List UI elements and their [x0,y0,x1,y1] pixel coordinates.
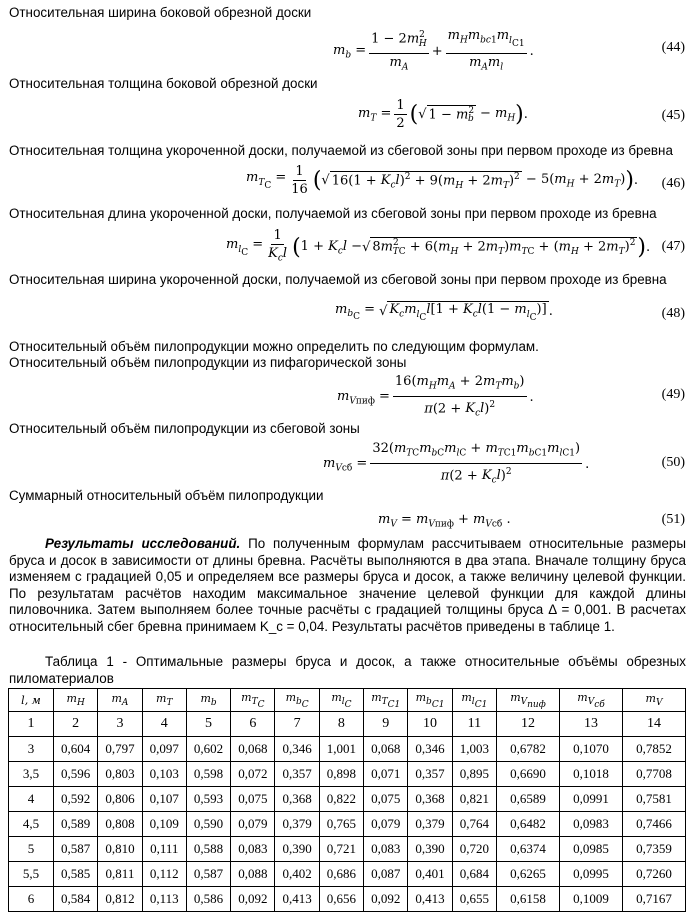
table-cell: 1,001 [319,737,363,762]
table-cell: 0,821 [452,787,496,812]
label-eq44: Относительная ширина боковой обрезной доски [9,5,312,20]
table-cell: 0,103 [142,762,186,787]
table-cell: 0,6690 [497,762,560,787]
table-cell: 0,604 [54,737,98,762]
table-cell: 4 [9,787,54,812]
table-cell: 0,083 [364,837,408,862]
col-header: $m_b$ [186,689,230,712]
eq-number-44: (44) [661,40,685,55]
table-cell: 0,1018 [560,762,623,787]
eq-number-51: (51) [661,512,685,527]
col-header: $m_{V_{сб}}$ [560,689,623,712]
table-cell: 0,071 [364,762,408,787]
table-cell: 0,0983 [560,812,623,837]
results-body: По полученным формулам рассчитываем относительные размеры бруса и досок в зависимости от длины бревна. Расчёты выполняются в два этапа. Вначале толщину бруса изменяем с градацией 0,05 и определяем все размеры бруса и досок, а также величину целевой функции. По результатам расчётов находим максимальное значение целевой функции для каждой длины пиловочника. Затем выполняем более точные расчёты с градацией толщины бруса Δ = 0,001. В расчетах относительный сбег бревна принимаем K_c = 0,04. Результаты расчётов приведены в таблице 1. [9,536,686,634]
table-cell: 0,593 [186,787,230,812]
table-cell: 0,584 [54,887,98,912]
eq-number-45: (45) [661,108,685,123]
table-column-numbers-row: 1 2 3 4 5 6 7 8 9 10 11 12 13 14 [9,712,686,737]
table-cell: 0,401 [408,862,452,887]
table-cell: 0,390 [408,837,452,862]
table-cell: 0,402 [275,862,319,887]
table-cell: 0,812 [98,887,142,912]
formula-50: $m_{Vсб}$ = $\frac{32(m_{TC}m_{bC}m_{lC} + m_{TC1}m_{bC1}m_{lC1})}{\pi(2 + K_cl)^2}$ . [323,441,590,486]
table-cell: 0,7359 [623,837,686,862]
table-cell: 0,109 [142,812,186,837]
table-cell: 0,806 [98,787,142,812]
table-cell: 4,5 [9,812,54,837]
table-cell: 0,822 [319,787,363,812]
table-cell: 0,7708 [623,762,686,787]
table-cell: 0,346 [275,737,319,762]
table-cell: 0,111 [142,837,186,862]
table-row [9,887,686,912]
table-cell: 0,589 [54,812,98,837]
table-cell: 5,5 [9,862,54,887]
table-cell: 0,097 [142,737,186,762]
formula-46: $m_{T_C}$ = $\frac{1}{16}$ ( √ $16(1 + K_cl)^2 + 9(m_H + 2m_T)^2$ − $5(m_H + 2m_T)$ ) . [246,164,639,197]
table-row [9,812,686,837]
table-cell: 0,7167 [623,887,686,912]
table-cell: 0,079 [231,812,275,837]
table-cell: 0,684 [452,862,496,887]
table-cell: 0,7852 [623,737,686,762]
table-cell: 0,390 [275,837,319,862]
table-cell: 1,003 [452,737,496,762]
table-cell: 0,379 [275,812,319,837]
table-body [9,737,686,912]
table-cell: 0,346 [408,737,452,762]
table-cell: 0,068 [231,737,275,762]
table-cell: 0,587 [54,837,98,862]
formula-51: $m_V = m_{Vпиф} + m_{Vсб}$ . [378,512,511,530]
label-eq50: Относительный объём пилопродукции из сбеговой зоны [9,421,360,436]
table-cell: 0,6782 [497,737,560,762]
table-cell: 0,585 [54,862,98,887]
col-header: $m_{b_C}$ [275,689,319,712]
table-cell: 0,6158 [497,887,560,912]
formula-47: $m_{l_C}$ = $\frac{1}{K_cl}$ ( $1 + K_cl$ − √ $8m^2_{TC} + 6(m_H + 2m_T)m_{TC} + (m_H + 2m_T)^2$ ) . [226,228,651,264]
col-header: $m_{V_{пиф}}$ [497,689,560,712]
table-cell: 0,1070 [560,737,623,762]
table-cell: 0,6589 [497,787,560,812]
table-cell: 0,075 [231,787,275,812]
col-header: $m_A$ [98,689,142,712]
table-cell: 0,092 [364,887,408,912]
table-cell: 0,587 [186,862,230,887]
table-row [9,737,686,762]
table-cell: 0,088 [231,862,275,887]
table-cell: 0,7466 [623,812,686,837]
table-cell: 0,413 [275,887,319,912]
col-header: $m_{T_{C1}}$ [364,689,408,712]
table-cell: 0,075 [364,787,408,812]
table-cell: 0,112 [142,862,186,887]
table-cell: 0,808 [98,812,142,837]
formula-49: $m_{Vпиф}$ = $\frac{16(m_Hm_A + 2m_Tm_b)}{\pi(2 + K_cl)^2}$ . [337,374,534,419]
table-cell: 0,068 [364,737,408,762]
results-heading: Результаты исследований. [45,536,241,551]
col-header: $m_H$ [54,689,98,712]
table-cell: 0,6374 [497,837,560,862]
eq-number-50: (50) [661,455,685,470]
table-cell: 0,083 [231,837,275,862]
table-caption: Таблица 1 - Оптимальные размеры бруса и досок, а также относительные объёмы обрезных пиломатериалов [9,654,686,686]
results-paragraph [9,536,686,636]
table-cell: 0,368 [275,787,319,812]
table-cell: 0,602 [186,737,230,762]
table-cell: 0,079 [364,812,408,837]
table-cell: 0,092 [231,887,275,912]
col-header: $m_{l_C}$ [319,689,363,712]
table-cell: 0,588 [186,837,230,862]
table-cell: 3,5 [9,762,54,787]
table-cell: 0,357 [408,762,452,787]
table-cell: 0,895 [452,762,496,787]
formula-48: $m_{b_C}$ = √ $K_cm_{l_C}l[1 + K_cl(1 - m_{l_C})]$ . [335,301,553,323]
eq-number-46: (46) [661,176,685,191]
table-cell: 0,0995 [560,862,623,887]
table-cell: 0,379 [408,812,452,837]
table-cell: 0,596 [54,762,98,787]
table-cell: 0,598 [186,762,230,787]
label-eq49: Относительный объём пилопродукции из пифагорической зоны [9,355,407,370]
label-eq46: Относительная толщина укороченной доски, получаемой из сбеговой зоны при первом проходе из бревна [9,143,673,158]
formula-45: $m_T$ = $\frac{1}{2}$ ( √ $1 - m^2_b$ − $m_H$ ) . [358,98,528,131]
table-cell: 0,1009 [560,887,623,912]
table-cell: 0,811 [98,862,142,887]
table-row [9,762,686,787]
table-row [9,837,686,862]
formula-44: $m_b$ = $\frac{1 - 2m^2_H}{m_A}$ + $\frac{m_Hm_{bc1}m_{l_{C1}}}{m_Am_l}$ . [333,28,534,73]
table-cell: 0,7581 [623,787,686,812]
col-header: l, м [9,689,54,712]
col-header: $m_V$ [623,689,686,712]
table-cell: 0,803 [98,762,142,787]
label-eq47: Относительная длина укороченной доски, получаемой из сбеговой зоны при первом проходе из бревна [9,206,657,221]
table-cell: 0,107 [142,787,186,812]
eq-number-48: (48) [661,306,685,321]
table-cell: 0,072 [231,762,275,787]
table-cell: 0,590 [186,812,230,837]
table-cell: 0,720 [452,837,496,862]
table-cell: 0,087 [364,862,408,887]
table-cell: 0,765 [319,812,363,837]
table-cell: 0,797 [98,737,142,762]
results-table [8,688,686,912]
table-cell: 0,898 [319,762,363,787]
table-cell: 0,810 [98,837,142,862]
table-cell: 0,0991 [560,787,623,812]
label-eq45: Относительная толщина боковой обрезной доски [9,76,318,91]
label-eq48: Относительная ширина укороченной доски, получаемой из сбеговой зоны при первом проходе из бревна [9,272,667,287]
eq-number-47: (47) [661,239,685,254]
table-cell: 0,0985 [560,837,623,862]
table-cell: 3 [9,737,54,762]
table-cell: 0,357 [275,762,319,787]
table-cell: 0,413 [408,887,452,912]
volume-intro-text: Относительный объём пилопродукции можно определить по следующим формулам. [9,339,539,354]
table-cell: 6 [9,887,54,912]
table-cell: 0,586 [186,887,230,912]
col-header: $m_{T_C}$ [231,689,275,712]
table-cell: 0,764 [452,812,496,837]
table-cell: 5 [9,837,54,862]
col-header: $m_T$ [142,689,186,712]
table-cell: 0,655 [452,887,496,912]
table-row [9,862,686,887]
eq-number-49: (49) [661,387,685,402]
col-header: $m_{l_{C1}}$ [452,689,496,712]
table-header-row [9,689,686,712]
table-cell: 0,6265 [497,862,560,887]
table-row [9,787,686,812]
table-cell: 0,592 [54,787,98,812]
table-cell: 0,6482 [497,812,560,837]
table-cell: 0,7260 [623,862,686,887]
table-cell: 0,656 [319,887,363,912]
table-cell: 0,368 [408,787,452,812]
label-eq51: Суммарный относительный объём пилопродукции [9,488,324,503]
table-cell: 0,721 [319,837,363,862]
table-cell: 0,686 [319,862,363,887]
table-cell: 0,113 [142,887,186,912]
col-header: $m_{b_{C1}}$ [408,689,452,712]
